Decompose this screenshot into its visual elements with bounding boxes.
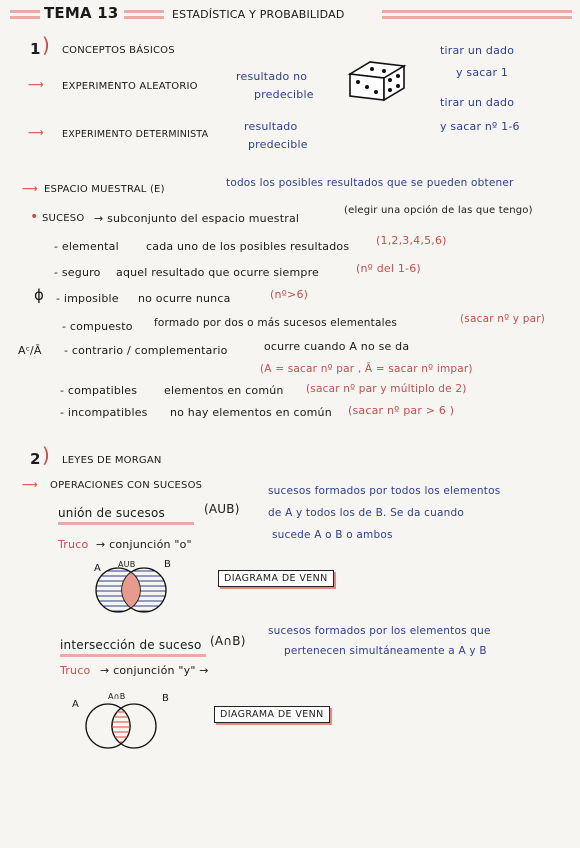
suceso-desc: → subconjunto del espacio muestral	[94, 212, 300, 225]
seguro-label: - seguro	[54, 266, 101, 279]
imposible-desc: no ocurre nunca	[138, 292, 231, 305]
espacio-label: ESPACIO MUESTRAL (E)	[44, 184, 165, 195]
header-line-right2	[382, 16, 572, 19]
union-truco: Truco	[58, 538, 89, 551]
elemental-example: (1,2,3,4,5,6)	[376, 234, 447, 247]
section-1-title: CONCEPTOS BÁSICOS	[62, 45, 175, 56]
union-desc1: sucesos formados por todos los elementos	[268, 485, 501, 497]
suceso-note: (elegir una opción de las que tengo)	[344, 205, 533, 216]
section-1-number: 1	[30, 40, 41, 58]
tema-label: TEMA 13	[44, 4, 119, 22]
contrario-example: (A = sacar nº par , Ā = sacar nº impar)	[260, 363, 473, 375]
contrario-symbol: Aᶜ/Ā	[18, 344, 42, 357]
union-venn-label-ab: AUB	[118, 560, 136, 569]
union-venn-diagram	[86, 564, 178, 616]
union-venn-box: DIAGRAMA DE VENN	[218, 570, 334, 587]
arrow-icon: ⟶	[28, 126, 44, 139]
exp-determinista-desc1: resultado	[244, 120, 298, 133]
inter-conj: → conjunción "y" →	[100, 664, 209, 677]
exp-determinista-desc2: predecible	[248, 138, 308, 151]
seguro-desc: aquel resultado que ocurre siempre	[116, 266, 320, 279]
header-line-mid2	[124, 16, 164, 19]
exp-aleatorio-note1: tirar un dado	[440, 44, 515, 57]
incompatibles-desc: no hay elementos en común	[170, 406, 332, 419]
header-line-right	[382, 10, 572, 13]
compuesto-label: - compuesto	[62, 320, 133, 333]
inter-truco: Truco	[60, 664, 91, 677]
contrario-label: - contrario / complementario	[64, 344, 228, 357]
compatibles-example: (sacar nº par y múltiplo de 2)	[306, 383, 467, 395]
union-conj: → conjunción "o"	[96, 538, 192, 551]
inter-desc1: sucesos formados por los elementos que	[268, 625, 491, 637]
exp-determinista-note2: y sacar nº 1-6	[440, 120, 520, 133]
imposible-symbol: ϕ	[34, 286, 45, 304]
section-2-number: 2	[30, 450, 41, 468]
elemental-desc: cada uno de los posibles resultados	[146, 240, 350, 253]
arrow-icon: ⟶	[22, 478, 38, 491]
exp-aleatorio-desc1: resultado no	[236, 70, 308, 83]
section-2-title: LEYES DE MORGAN	[62, 455, 162, 466]
imposible-label: - imposible	[56, 292, 119, 305]
inter-venn-box: DIAGRAMA DE VENN	[214, 706, 330, 723]
compatibles-label: - compatibles	[60, 384, 138, 397]
suceso-label: SUCESO	[42, 213, 85, 224]
elemental-label: - elemental	[54, 240, 119, 253]
union-symbol: (AUB)	[204, 502, 240, 516]
inter-venn-label-b: B	[162, 693, 170, 704]
espacio-desc: todos los posibles resultados que se pueden obtener	[226, 177, 514, 189]
union-venn-label-a: A	[94, 563, 102, 574]
contrario-desc: ocurre cuando A no se da	[264, 340, 410, 353]
arrow-icon: ⟶	[22, 182, 38, 195]
inter-symbol: (A∩B)	[210, 634, 246, 648]
inter-venn-label-ab: A∩B	[108, 692, 126, 701]
union-underline	[58, 522, 194, 525]
arrow-icon: ⟶	[28, 78, 44, 91]
union-venn-label-b: B	[164, 559, 172, 570]
exp-aleatorio-label: EXPERIMENTO ALEATORIO	[62, 81, 198, 92]
compuesto-desc: formado por dos o más sucesos elementales	[154, 317, 398, 329]
imposible-example: (nº>6)	[270, 288, 309, 301]
exp-determinista-note1: tirar un dado	[440, 96, 515, 109]
bullet-icon: •	[30, 209, 39, 225]
incompatibles-example: (sacar nº par > 6 )	[348, 404, 455, 417]
exp-aleatorio-note2: y sacar 1	[456, 66, 509, 79]
dice-icon	[346, 56, 408, 102]
seguro-example: (nº del 1-6)	[356, 262, 421, 275]
exp-determinista-label: EXPERIMENTO DETERMINISTA	[62, 129, 209, 140]
exp-aleatorio-desc2: predecible	[254, 88, 314, 101]
notes-page: TEMA 13 ESTADÍSTICA Y PROBABILIDAD 1 ) CONCEPTOS BÁSICOS ⟶ EXPERIMENTO ALEATORIO resultado no predecible tirar un dado y sacar 1 ⟶ EXPERIMENTO DETERMINISTA resultado predecible tirar un dado y sacar nº 1-6 ⟶ ESPACIO MUESTRAL (E) todos los posibles resultados que se pueden obtener • SUCESO → subconjunto del espacio muestral (elegir una opción de las que tengo) - elemental cada uno de los posibles resultados (1,2,3,4,5,6) - seguro aquel resultado que ocurre siempre (nº del 1-6) ϕ - imposible no ocurre nunca (nº>6) - compuesto formado por dos o más sucesos elementales (sacar nº y par) Aᶜ/Ā - contrario / complementario ocurre cuando A no se da (A = sacar nº par , Ā = sacar nº impar) - compatibles elementos en común (sacar nº par y múltiplo de 2) - incompatibles no hay elementos en común (sacar nº par > 6 ) 2 ) LEYES DE MORGAN ⟶ OPERACIONES CON SUCESOS unión de sucesos (AUB) sucesos formados por todos los elementos de A y todos los de B. Se da cuando sucede A o B o ambos Truco → conjunción "o" A AUB B DIAGRAMA DE VENN intersección de suceso (A∩B) sucesos formados por los elementos que pertenecen simultáneamente a A y B Truco → conjunción "y" → A A∩B B DIAGRAMA DE VENN	[0, 0, 580, 848]
header-title: ESTADÍSTICA Y PROBABILIDAD	[172, 8, 345, 21]
inter-desc2: pertenecen simultáneamente a A y B	[284, 645, 487, 657]
union-desc3: sucede A o B o ambos	[272, 529, 393, 541]
operaciones-label: OPERACIONES CON SUCESOS	[50, 480, 203, 491]
inter-underline	[60, 654, 206, 657]
header-line-mid	[124, 10, 164, 13]
inter-venn-label-a: A	[72, 699, 80, 710]
header-line-left	[10, 10, 40, 13]
union-title: unión de sucesos	[58, 506, 166, 520]
union-desc2: de A y todos los de B. Se da cuando	[268, 507, 464, 519]
compuesto-example: (sacar nº y par)	[460, 313, 546, 325]
incompatibles-label: - incompatibles	[60, 406, 148, 419]
header-line-left2	[10, 16, 40, 19]
compatibles-desc: elementos en común	[164, 384, 284, 397]
inter-venn-diagram	[76, 700, 168, 752]
inter-title: intersección de suceso	[60, 638, 202, 652]
